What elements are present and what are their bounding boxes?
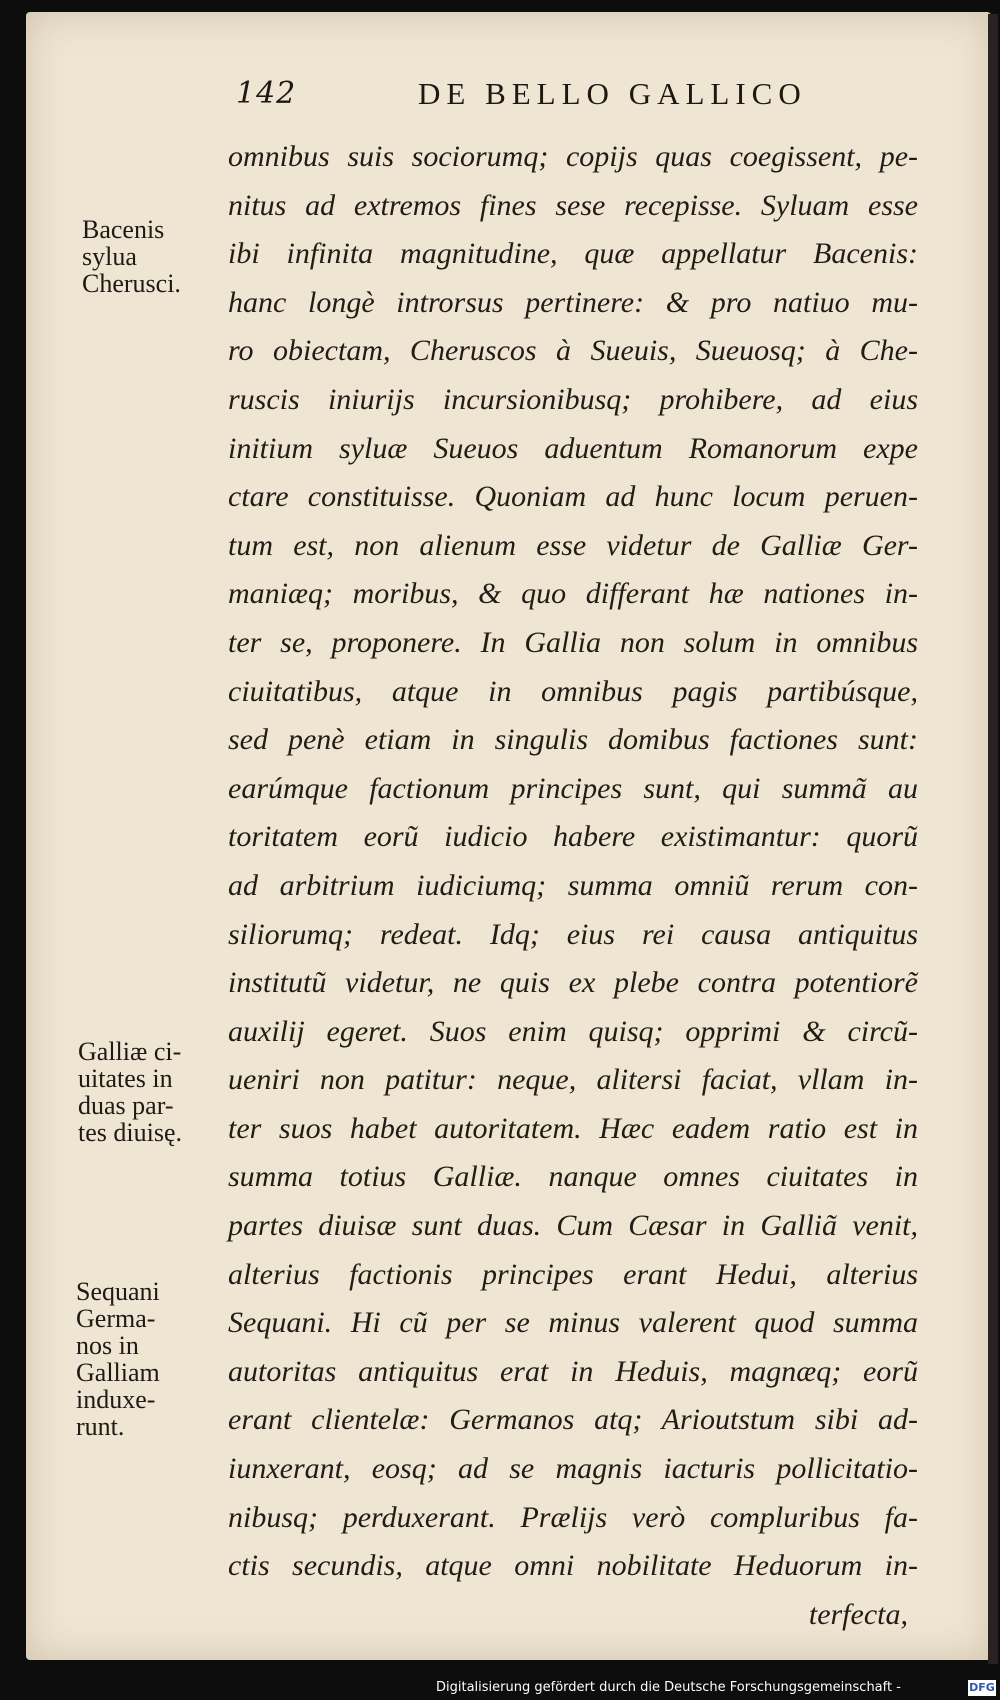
body-line: iunxerant, eosq; ad se magnis iacturis pollicitatio-	[228, 1452, 918, 1486]
marginal-note-line: uitates in	[78, 1064, 173, 1093]
body-line: ad arbitrium iudiciumq; summa omniũ rerum con-	[228, 868, 918, 902]
body-line: partes diuisæ sunt duas. Cum Cæsar in Galliã venit,	[228, 1209, 918, 1243]
marginal-note-line: nos in	[76, 1331, 139, 1360]
marginal-note-line: duas par-	[78, 1091, 174, 1120]
marginal-note-sequani	[76, 1278, 160, 1440]
body-line: ueniri non patitur: neque, alitersi faciat, vllam in-	[228, 1063, 918, 1097]
body-line: omnibus suis sociorumq; copijs quas coegissent, pe-	[228, 140, 918, 173]
body-text	[228, 133, 918, 1639]
body-line: ctare constituisse. Quoniam ad hunc locum peruen-	[228, 480, 918, 514]
body-line: ro obiectam, Cheruscos à Sueuis, Sueuosq; à Che-	[228, 334, 918, 368]
marginal-note-line: Galliam	[76, 1358, 160, 1387]
page-edge-shadow	[988, 14, 998, 1664]
running-head	[236, 76, 896, 120]
body-line: toritatem eorũ iudicio habere existimantur: quorũ	[228, 820, 918, 854]
marginal-note-line: Galliæ ci-	[78, 1037, 182, 1066]
body-line: Sequani. Hi cũ per se minus valerent quod summa	[228, 1306, 918, 1340]
marginal-note-gallia	[78, 1038, 182, 1146]
body-line: hanc longè introrsus pertinere: & pro natiuo mu-	[228, 285, 918, 319]
body-line: ruscis iniurijs incursionibusq; prohibere, ad eius	[228, 382, 918, 416]
body-line: erant clientelæ: Germanos atq; Arioutstum sibi ad-	[228, 1403, 918, 1437]
body-line: nitus ad extremos fines sese recepisse. Syluam esse	[228, 188, 918, 222]
body-line: nibusq; perduxerant. Prælijs verò compluribus fa-	[228, 1500, 918, 1534]
marginal-note-line: runt.	[76, 1412, 125, 1441]
body-line: summa totius Galliæ. nanque omnes ciuitates in	[228, 1160, 918, 1194]
body-line: ciuitatibus, atque in omnibus pagis partibúsque,	[228, 674, 918, 708]
body-line: autoritas antiquitus erat in Heduis, magnæq; eorũ	[228, 1354, 918, 1388]
marginal-note-line: induxe-	[76, 1385, 156, 1414]
running-title: DE BELLO GALLICO	[418, 76, 807, 111]
marginal-note-line: Cherusci.	[82, 269, 181, 298]
body-line: initium syluæ Sueuos aduentum Romanorum expe	[228, 431, 918, 465]
dfg-logo: DFG	[969, 1681, 995, 1694]
marginal-note-line: Bacenis	[82, 215, 165, 244]
page-number: 142	[236, 76, 297, 111]
marginal-note-line: tes diuisę.	[78, 1118, 182, 1147]
body-line: siliorumq; redeat. Idq; eius rei causa antiquitus	[228, 917, 918, 951]
digitization-credit: Digitalisierung gefördert durch die Deutsche Forschungsgemeinschaft -	[436, 1680, 901, 1695]
body-line: maniæq; moribus, & quo differant hæ nationes in-	[228, 577, 918, 611]
marginal-note-bacenis	[82, 216, 181, 297]
body-line: ctis secundis, atque omni nobilitate Heduorum in-	[228, 1549, 918, 1583]
marginal-note-line: Germa-	[76, 1304, 156, 1333]
body-line: earúmque factionum principes sunt, qui summã au	[228, 771, 918, 805]
body-line: alterius factionis principes erant Hedui, alterius	[228, 1257, 918, 1291]
marginal-note-line: Sequani	[76, 1277, 160, 1306]
body-line: institutũ videtur, ne quis ex plebe contra potentiorẽ	[228, 966, 918, 1000]
body-line: ter suos habet autoritatem. Hæc eadem ratio est in	[228, 1111, 918, 1145]
body-line: sed penè etiam in singulis domibus factiones sunt:	[228, 723, 918, 757]
body-line: tum est, non alienum esse videtur de Galliæ Ger-	[228, 528, 918, 562]
marginal-note-line: sylua	[82, 242, 137, 271]
body-line: terfecta,	[808, 1597, 908, 1631]
body-line: auxilij egeret. Suos enim quisq; opprimi & circũ-	[228, 1014, 918, 1048]
body-line: ter se, proponere. In Gallia non solum in omnibus	[228, 625, 918, 659]
body-line: ibi infinita magnitudine, quæ appellatur Bacenis:	[228, 237, 918, 271]
